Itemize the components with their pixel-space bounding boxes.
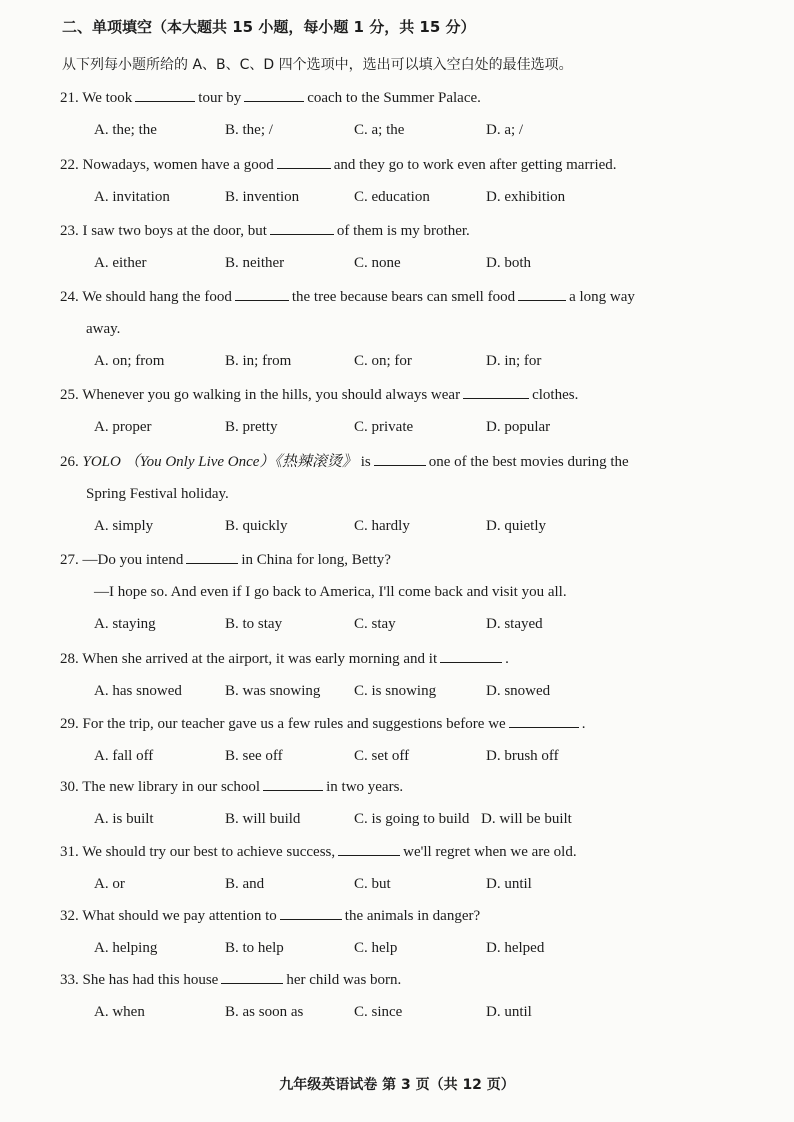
answer-blank [277,156,331,169]
question-28 [60,649,704,701]
answer-blank [270,222,334,235]
question-30 [60,777,704,829]
options-row [60,681,704,701]
options-row [60,187,704,207]
option-a: A. simply [94,518,154,534]
movie-title: YOLO （You Only Live Once）《热辣滚烫》 [82,454,357,470]
answer-blank [440,650,502,663]
answer-blank [135,89,195,102]
question-32 [60,906,704,958]
option-a: A. proper [94,419,152,435]
question-stem: 31. We should try our best to achieve success, we'll regret when we are old. [60,844,577,860]
answer-blank [244,89,304,102]
question-21 [60,88,704,140]
question-23 [60,221,704,273]
option-d: D. brush off [486,748,559,764]
options-row [60,120,704,140]
options-row [60,417,704,437]
option-d: D. in; for [486,353,542,369]
option-d: D. stayed [486,616,543,632]
options-row [60,809,704,829]
option-b: B. was snowing [225,683,321,699]
answer-blank [263,778,323,791]
question-stem: 29. For the trip, our teacher gave us a few rules and suggestions before we . [60,716,586,732]
option-a: A. is built [94,811,154,827]
option-a: A. or [94,876,125,892]
question-stem: 26. YOLO （You Only Live Once）《热辣滚烫》 is one of the best movies during the [60,454,629,470]
answer-blank [280,907,342,920]
options-row [60,874,704,894]
option-a: A. staying [94,616,156,632]
options-row [60,1002,704,1022]
section-title: 二、单项填空（本大题共 15 小题，每小题 1 分，共 15 分） [62,18,476,36]
option-c: C. but [354,876,391,892]
options-row [60,253,704,273]
question-24 [60,287,704,371]
option-a: A. helping [94,940,158,956]
option-c: C. private [354,419,414,435]
question-stem: 28. When she arrived at the airport, it was early morning and it . [60,651,509,667]
option-c: C. on; for [354,353,412,369]
option-a: A. invitation [94,189,170,205]
question-stem: 24. We should hang the food the tree because bears can smell food a long way [60,289,635,305]
option-a: A. has snowed [94,683,182,699]
question-continuation: Spring Festival holiday. [86,486,229,502]
option-b: B. quickly [225,518,288,534]
option-b: B. will build [225,811,301,827]
option-a: A. either [94,255,147,271]
option-a: A. fall off [94,748,154,764]
dialogue-reply: —I hope so. And even if I go back to America, I'll come back and visit you all. [94,584,567,600]
option-c: C. none [354,255,401,271]
option-d: D. a; / [486,122,524,138]
option-b: B. to stay [225,616,283,632]
option-d: D. will be built [481,811,572,827]
question-25 [60,385,704,437]
question-stem: 21. We took tour by coach to the Summer Palace. [60,90,481,106]
option-d: D. both [486,255,531,271]
option-c: C. is going to build [354,811,470,827]
option-d: D. helped [486,940,545,956]
question-stem: 32. What should we pay attention to the animals in danger? [60,908,481,924]
options-row [60,746,704,766]
option-b: B. pretty [225,419,278,435]
question-stem: 23. I saw two boys at the door, but of them is my brother. [60,223,470,239]
option-c: C. education [354,189,430,205]
options-row [60,351,704,371]
option-d: D. exhibition [486,189,566,205]
question-22 [60,155,704,207]
option-b: B. invention [225,189,300,205]
option-c: C. hardly [354,518,410,534]
answer-blank [186,551,238,564]
option-b: B. to help [225,940,284,956]
option-d: D. popular [486,419,551,435]
question-31 [60,842,704,894]
page-footer: 九年级英语试卷 第 3 页（共 12 页） [279,1077,515,1093]
question-stem: 27. —Do you intend in China for long, Betty? [60,552,391,568]
options-row [60,938,704,958]
option-c: C. a; the [354,122,405,138]
option-a: A. the; the [94,122,157,138]
option-c: C. stay [354,616,396,632]
section-instructions: 从下列每小题所给的 A、B、C、D 四个选项中，选出可以填入空白处的最佳选项。 [62,57,573,73]
question-29 [60,714,704,766]
option-a: A. on; from [94,353,165,369]
answer-blank [518,288,566,301]
option-a: A. when [94,1004,145,1020]
answer-blank [463,386,529,399]
question-continuation: away. [86,321,121,337]
question-stem: 30. The new library in our school in two years. [60,779,404,795]
question-26 [60,452,704,536]
option-c: C. set off [354,748,410,764]
option-d: D. quietly [486,518,546,534]
answer-blank [221,971,283,984]
answer-blank [235,288,289,301]
answer-blank [374,453,426,466]
option-d: D. until [486,876,532,892]
option-c: C. help [354,940,398,956]
question-33 [60,970,704,1022]
option-d: D. snowed [486,683,551,699]
option-b: B. and [225,876,265,892]
options-row [60,516,704,536]
answer-blank [509,715,579,728]
question-stem: 33. She has had this house her child was born. [60,972,402,988]
answer-blank [338,843,400,856]
option-c: C. since [354,1004,403,1020]
option-b: B. see off [225,748,283,764]
option-b: B. the; / [225,122,273,138]
question-stem: 22. Nowadays, women have a good and they go to work even after getting married. [60,157,617,173]
option-b: B. neither [225,255,285,271]
option-b: B. as soon as [225,1004,304,1020]
question-27 [60,550,704,634]
question-stem: 25. Whenever you go walking in the hills, you should always wear clothes. [60,387,579,403]
option-b: B. in; from [225,353,292,369]
options-row [60,614,704,634]
option-d: D. until [486,1004,532,1020]
option-c: C. is snowing [354,683,437,699]
